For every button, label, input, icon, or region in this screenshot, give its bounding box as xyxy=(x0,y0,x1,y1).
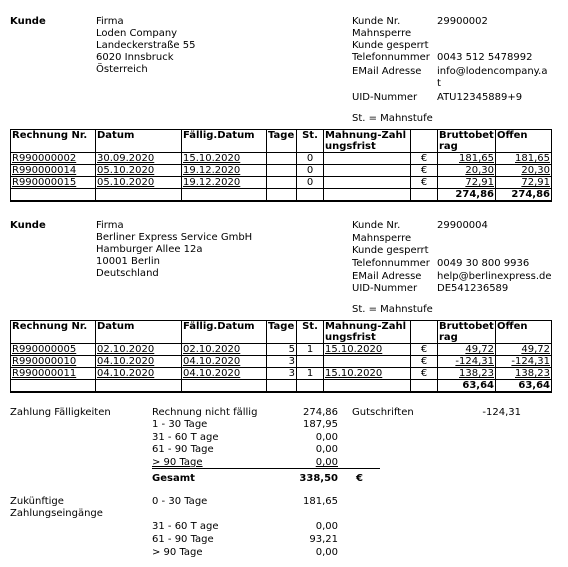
summary-title: Zahlung Fälligkeiten xyxy=(10,407,111,418)
row-st: 0 xyxy=(297,165,324,177)
row-offen: 181,65 xyxy=(496,153,552,165)
telefon-value: 0043 512 5478992 xyxy=(437,52,533,63)
col-cur xyxy=(411,321,438,344)
future-value: 0,00 xyxy=(315,521,338,532)
invoice-table-2 xyxy=(10,320,552,393)
invoice-table-1 xyxy=(10,129,552,202)
row-offen: 49,72 xyxy=(496,344,552,356)
row-tage xyxy=(267,177,297,189)
col-cur xyxy=(411,130,438,153)
kunde-gesperrt-label: Kunde gesperrt xyxy=(352,40,429,51)
kunde-nr-value: 29900004 xyxy=(437,220,488,231)
company-name: Berliner Express Service GmbH xyxy=(96,232,253,243)
row-datum: 02.10.2020 xyxy=(96,344,182,356)
company-name: Loden Company xyxy=(96,28,178,39)
col-faellig: Fällig.Datum xyxy=(182,130,267,153)
col-brutto: Bruttobetrag xyxy=(439,130,494,152)
mahnsperre-label: Mahnsperre xyxy=(352,233,412,244)
row-tage: 3 xyxy=(267,368,297,380)
summary-label: Rechnung nicht fällig xyxy=(152,407,258,418)
col-tage: Tage xyxy=(267,321,297,344)
row-datum: 04.10.2020 xyxy=(96,368,182,380)
kunde-nr-label: Kunde Nr. xyxy=(352,16,401,27)
street: Hamburger Allee 12a xyxy=(96,244,203,255)
row-nr: R990000002 xyxy=(11,153,96,165)
st-legend: St. = Mahnstufe xyxy=(352,304,433,315)
row-brutto: 181,65 xyxy=(438,153,496,165)
row-offen: 138,23 xyxy=(496,368,552,380)
row-offen: 72,91 xyxy=(496,177,552,189)
mahnsperre-label: Mahnsperre xyxy=(352,28,412,39)
gutschriften-label: Gutschriften xyxy=(352,407,414,418)
telefon-value: 0049 30 800 9936 xyxy=(437,258,530,269)
table-row xyxy=(11,344,552,356)
uid-label: UID-Nummer xyxy=(352,92,418,103)
email-value[interactable]: help@berlinexpress.de xyxy=(437,271,552,282)
summary-value: 187,95 xyxy=(303,419,338,430)
row-brutto: 72,91 xyxy=(438,177,496,189)
col-st: St. xyxy=(297,130,324,153)
row-faellig: 19.12.2020 xyxy=(182,177,267,189)
row-datum: 30.09.2020 xyxy=(96,153,182,165)
uid-value: DE541236589 xyxy=(437,283,509,294)
row-cur: € xyxy=(411,153,438,165)
city: 10001 Berlin xyxy=(96,256,161,267)
table-row xyxy=(11,177,552,189)
total-brutto: 63,64 xyxy=(438,380,496,393)
row-brutto: -124,31 xyxy=(438,356,496,368)
row-datum: 04.10.2020 xyxy=(96,356,182,368)
city: 6020 Innsbruck xyxy=(96,52,174,63)
gutschriften-value: -124,31 xyxy=(482,407,521,418)
telefon-label: Telefonnummer xyxy=(352,258,430,269)
table-row xyxy=(11,368,552,380)
summary-label: 1 - 30 Tage xyxy=(152,419,208,430)
col-offen: Offen xyxy=(496,321,552,344)
total-row xyxy=(11,380,552,393)
kunde-gesperrt-label: Kunde gesperrt xyxy=(352,245,429,256)
row-tage xyxy=(267,153,297,165)
future-value: 0,00 xyxy=(315,547,338,558)
kunde-nr-label: Kunde Nr. xyxy=(352,220,401,231)
row-frist: 15.10.2020 xyxy=(324,344,411,356)
future-label: 61 - 90 Tage xyxy=(152,534,214,545)
row-faellig: 04.10.2020 xyxy=(182,356,267,368)
row-brutto: 49,72 xyxy=(438,344,496,356)
summary-value: 0,00 xyxy=(315,444,338,455)
row-tage: 3 xyxy=(267,356,297,368)
row-frist xyxy=(324,153,411,165)
future-value: 93,21 xyxy=(309,534,338,545)
future-value: 181,65 xyxy=(303,496,338,507)
col-tage: Tage xyxy=(267,130,297,153)
summary-label: 31 - 60 T age xyxy=(152,432,219,443)
table-row xyxy=(11,356,552,368)
telefon-label: Telefonnummer xyxy=(352,52,430,63)
row-datum: 05.10.2020 xyxy=(96,165,182,177)
row-cur: € xyxy=(411,165,438,177)
col-datum: Datum xyxy=(96,130,182,153)
row-offen: -124,31 xyxy=(496,356,552,368)
summary-value: 0,00 xyxy=(315,457,338,468)
row-frist xyxy=(324,177,411,189)
row-nr: R990000011 xyxy=(11,368,96,380)
table-row xyxy=(11,165,552,177)
col-datum: Datum xyxy=(96,321,182,344)
table-header xyxy=(11,321,552,344)
street: Landeckerstraße 55 xyxy=(96,40,196,51)
future-label: 0 - 30 Tage xyxy=(152,496,208,507)
row-tage: 5 xyxy=(267,344,297,356)
row-nr: R990000015 xyxy=(11,177,96,189)
row-st: 0 xyxy=(297,177,324,189)
row-frist: 15.10.2020 xyxy=(324,368,411,380)
col-st: St. xyxy=(297,321,324,344)
row-frist xyxy=(324,356,411,368)
row-cur: € xyxy=(411,344,438,356)
total-brutto: 274,86 xyxy=(438,189,496,202)
row-faellig: 04.10.2020 xyxy=(182,368,267,380)
kunde-label: Kunde xyxy=(10,16,46,27)
row-frist xyxy=(324,165,411,177)
uid-label: UID-Nummer xyxy=(352,283,418,294)
row-faellig: 15.10.2020 xyxy=(182,153,267,165)
email-value[interactable]: info@lodencompany.at xyxy=(437,66,548,89)
row-brutto: 138,23 xyxy=(438,368,496,380)
country: Deutschland xyxy=(96,268,159,279)
gesamt-currency: € xyxy=(356,473,363,484)
row-cur: € xyxy=(411,356,438,368)
summary-label: > 90 Tage xyxy=(152,457,203,468)
row-st: 0 xyxy=(297,153,324,165)
row-faellig: 19.12.2020 xyxy=(182,165,267,177)
total-row xyxy=(11,189,552,202)
row-nr: R990000014 xyxy=(11,165,96,177)
row-st: 1 xyxy=(297,368,324,380)
col-frist: Mahnung-Zahlungsfrist xyxy=(324,321,411,344)
gesamt-value: 338,50 xyxy=(299,473,338,484)
future-label: > 90 Tage xyxy=(152,547,203,558)
future-title-2: Zahlungseingänge xyxy=(10,508,103,519)
gesamt-label: Gesamt xyxy=(152,473,195,484)
table-row xyxy=(11,153,552,165)
email-label: EMail Adresse xyxy=(352,66,422,77)
total-offen: 63,64 xyxy=(496,380,552,393)
row-tage xyxy=(267,165,297,177)
row-cur: € xyxy=(411,177,438,189)
summary-divider xyxy=(152,468,380,469)
kunde-nr-value: 29900002 xyxy=(437,16,488,27)
country: Österreich xyxy=(96,64,148,75)
st-legend: St. = Mahnstufe xyxy=(352,113,433,124)
uid-value: ATU12345889+9 xyxy=(437,92,523,103)
row-nr: R990000005 xyxy=(11,344,96,356)
row-offen: 20,30 xyxy=(496,165,552,177)
col-faellig: Fällig.Datum xyxy=(182,321,267,344)
row-datum: 05.10.2020 xyxy=(96,177,182,189)
col-rechnung: Rechnung Nr. xyxy=(11,321,96,344)
row-faellig: 02.10.2020 xyxy=(182,344,267,356)
row-nr: R990000010 xyxy=(11,356,96,368)
row-brutto: 20,30 xyxy=(438,165,496,177)
summary-value: 0,00 xyxy=(315,432,338,443)
col-rechnung: Rechnung Nr. xyxy=(11,130,96,153)
kunde-label: Kunde xyxy=(10,220,46,231)
future-label: 31 - 60 T age xyxy=(152,521,219,532)
table-header xyxy=(11,130,552,153)
total-offen: 274,86 xyxy=(496,189,552,202)
email-label: EMail Adresse xyxy=(352,271,422,282)
row-st: 1 xyxy=(297,344,324,356)
row-cur: € xyxy=(411,368,438,380)
summary-value: 274,86 xyxy=(303,407,338,418)
col-frist: Mahnung-Zahlungsfrist xyxy=(324,130,411,153)
future-title-1: Zukünftige xyxy=(10,496,64,507)
summary-label: 61 - 90 Tage xyxy=(152,444,214,455)
row-st xyxy=(297,356,324,368)
firma-label: Firma xyxy=(96,220,124,231)
col-brutto: Bruttobetrag xyxy=(439,321,494,343)
firma-label: Firma xyxy=(96,16,124,27)
col-offen: Offen xyxy=(496,130,552,153)
